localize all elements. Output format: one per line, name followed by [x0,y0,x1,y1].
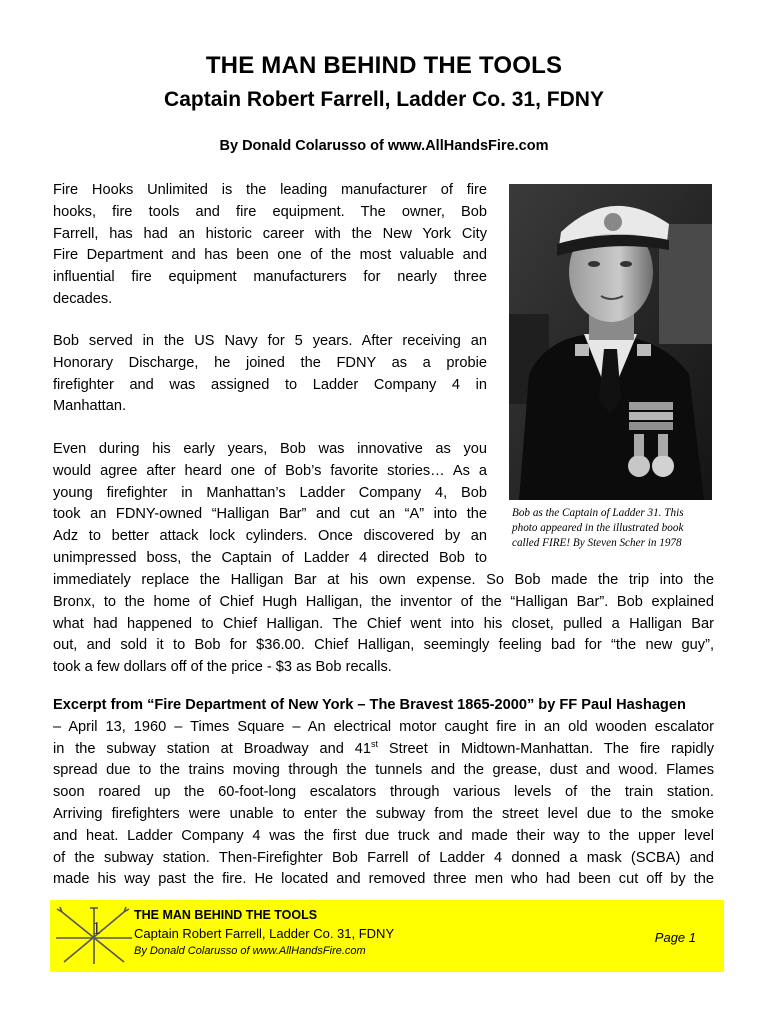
text-line: Bronx, to the home of Chief Hugh Halligan, the inventor of the “Halligan Bar”. Bob explained [53,593,714,610]
page-title: THE MAN BEHIND THE TOOLS [205,52,563,79]
story-paragraph-continued [53,570,714,679]
text-line: Manhattan. [53,398,127,415]
footer-subtitle: Captain Robert Farrell, Ladder Co. 31, FDNY [134,926,395,941]
page-number: Page 1 [654,930,696,945]
text-line: immediately replace the Halligan Bar at his own expense. So Bob made the trip into the [53,572,714,588]
caption-line: photo appeared in the illustrated book [512,522,684,534]
text-line: out, and sold it to Bob for $36.00. Chief Halligan, seemingly feeling bad for “the new guy”, [53,637,714,654]
text-line: Even during his early years, Bob was innovative as you [53,441,487,457]
text-line: influential fire equipment manufacturers for nearly three [53,269,487,286]
text-line: soon roared up the 60-foot-long escalators through various levels of the train station. [53,784,714,801]
text-line: Farrell, has had an historic career with the New York City [53,225,487,242]
ordinal-suffix: st [371,738,379,749]
text-line: – April 13, 1960 – Times Square – An electrical motor caught fire in an old wooden escalator [53,718,714,735]
text-line: of the subway station. Then-Firefighter Bob Farrell of Ladder 4 donned a mask (SCBA) and [53,849,714,866]
text-line: made his way past the fire. He located and removed three men who had been cut off by the [53,871,714,888]
text-line: Bob served in the US Navy for 5 years. After receiving an [53,333,487,349]
caption-line: called FIRE! By Steven Scher in 1978 [512,537,682,549]
portrait-illustration [509,184,712,500]
story-paragraph [53,439,487,570]
text-line: Arriving firefighters were unable to enter the subway from the street level due to the smoke [53,805,714,822]
crossed-tools-logo-icon [54,904,134,968]
text-line: took an FDNY-owned “Halligan Bar” and cut an “A” into the [53,506,487,523]
text-fragment: Street in Midtown-Manhattan. The fire rapidly [378,740,715,757]
text-line: firefighter and was assigned to Ladder Company 4 in [53,376,487,393]
text-line: took a few dollars off of the price - $3 as Bob recalls. [53,659,392,676]
text-fragment: in the subway station at Broadway and 41 [53,740,371,757]
text-line: Fire Department and has been one of the most valuable and [53,247,487,264]
text-line: spread due to the trains moving through the tunnels and the grease, dust and wood. Flames [53,762,714,779]
page-footer [50,900,724,972]
text-line: Honorary Discharge, he joined the FDNY as a probie [53,354,487,371]
text-line: Adz to better attack lock cylinders. Once discovered by an [53,528,487,545]
excerpt-heading: Excerpt from “Fire Department of New York – The Bravest 1865-2000” by FF Paul Hashagen [53,697,686,713]
text-line: decades. [53,290,113,307]
svg-text:1: 1 [92,918,101,938]
text-line: and heat. Ladder Company 4 was the first due truck and made their way to the upper level [53,827,714,844]
page-subtitle: Captain Robert Farrell, Ladder Co. 31, FDNY [164,88,604,111]
text-line: young firefighter in Manhattan’s Ladder Company 4, Bob [53,484,487,501]
excerpt-paragraph [53,695,714,891]
text-line: Fire Hooks Unlimited is the leading manufacturer of fire [53,182,487,198]
footer-title: THE MAN BEHIND THE TOOLS [134,908,318,922]
author-byline: By Donald Colarusso of www.AllHandsFire.com [219,138,549,154]
text-line: unimpressed boss, the Captain of Ladder 4 directed Bob to [53,549,487,566]
footer-byline: By Donald Colarusso of www.AllHandsFire.com [134,945,366,957]
text-line [53,739,714,761]
captain-portrait-photo [509,184,712,500]
text-line: would agree after heard one of Bob’s favorite stories… As a [53,462,487,479]
navy-paragraph [53,331,487,418]
photo-caption [512,506,717,551]
text-line: what had happened to Chief Halligan. The Chief went into his closet, pulled a Halligan Bar [53,615,714,632]
caption-line: Bob as the Captain of Ladder 31. This [512,507,684,519]
intro-paragraph [53,180,487,311]
text-line: hooks, fire tools and fire equipment. The owner, Bob [53,203,487,220]
